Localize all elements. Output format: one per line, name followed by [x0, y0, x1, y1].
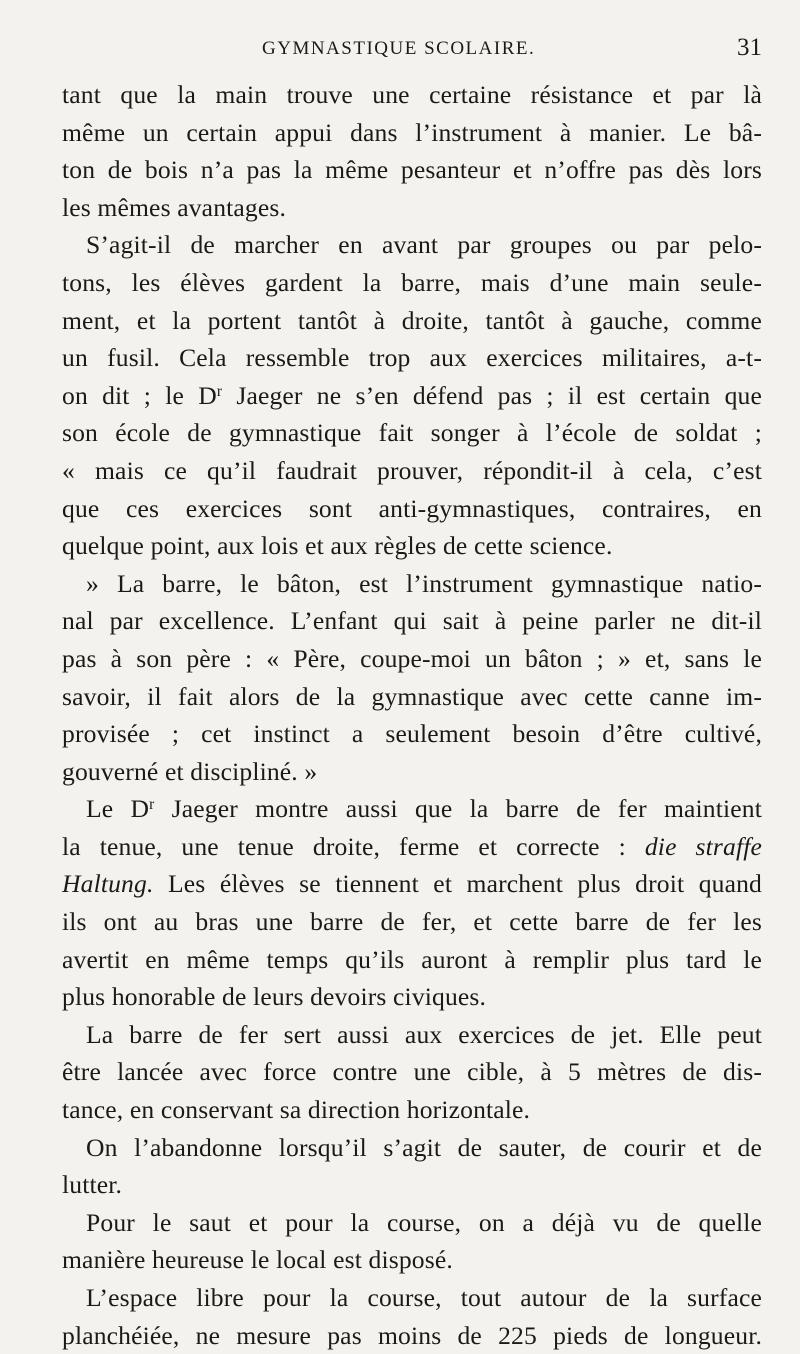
text-segment: Jaeger ne s’en défend pas ; il est certain que — [222, 380, 762, 410]
text-line — [62, 790, 762, 828]
text-line — [62, 828, 762, 866]
text-line: ils ont au bras une barre de fer, et cette barre de fer les — [62, 907, 762, 937]
body-text — [62, 76, 762, 1354]
text-line: Pour le saut et pour la course, on a déjà vu de quelle — [86, 1207, 762, 1237]
text-segment: Le D — [86, 794, 150, 824]
bleed-through-text — [120, 200, 126, 227]
text-line: lutter. — [62, 1170, 123, 1200]
text-line: manière heureuse le local est disposé. — [62, 1245, 453, 1275]
text-line: plus honorable de leurs devoirs civiques. — [62, 982, 487, 1012]
text-line: L’espace libre pour la course, tout autour de la surface — [86, 1283, 762, 1312]
text-segment: Les élèves se tiennent et marchent plus droit quand — [153, 869, 762, 899]
text-line: que ces exercices sont anti-gymnastiques, contraires, en — [62, 493, 762, 523]
superscript: r — [216, 382, 223, 400]
text-line: tance, en conservant sa direction horizontale. — [62, 1095, 531, 1125]
text-line: avertit en même temps qu’ils auront à remplir plus tard le — [62, 944, 762, 974]
italic-text: Haltung. — [62, 869, 154, 899]
text-line: S’agit-il de marcher en avant par groupes ou par pelo- — [86, 230, 762, 260]
text-line: pas à son père : « Père, coupe-moi un bâton ; » et, sans le — [62, 643, 762, 673]
text-line: gouverné et discipliné. » — [62, 756, 318, 786]
text-line: nal par excellence. L’enfant qui sait à peine parler ne dit-il — [62, 606, 762, 636]
text-line: La barre de fer sert aussi aux exercices de jet. Elle peut — [86, 1019, 762, 1049]
text-line: « mais ce qu’il faudrait prouver, répondit-il à cela, c’est — [62, 455, 762, 485]
text-segment: la tenue, une tenue droite, ferme et correcte : — [62, 831, 645, 861]
italic-text: die straffe — [644, 831, 762, 861]
superscript: r — [149, 796, 155, 814]
text-line: tant que la main trouve une certaine résistance et par là — [62, 80, 762, 109]
text-line: un fusil. Cela ressemble trop aux exercices militaires, a-t- — [62, 343, 762, 373]
text-line: les mêmes avantages. — [62, 192, 287, 222]
text-line: être lancée avec force contre une cible, à 5 mètres de dis- — [62, 1057, 762, 1087]
text-line — [62, 865, 762, 903]
text-line: quelque point, aux lois et aux règles de cette science. — [62, 531, 613, 561]
text-segment: Jaeger montre aussi que la barre de fer maintient — [154, 794, 762, 824]
text-line: On l’abandonne lorsqu’il s’agit de sauter, de courir et de — [86, 1132, 762, 1162]
text-segment: on dit ; le D — [62, 380, 217, 410]
text-line: » La barre, le bâton, est l’instrument gymnastique natio- — [86, 568, 762, 598]
text-line: savoir, il fait alors de la gymnastique avec cette canne im- — [62, 681, 762, 711]
running-head: GYMNASTIQUE SCOLAIRE. — [262, 38, 536, 59]
text-line: tons, les élèves gardent la barre, mais d’une main seule- — [62, 267, 762, 297]
page-header — [62, 36, 762, 76]
text-line — [62, 377, 762, 415]
text-line: planchéiée, ne mesure pas moins de 225 pieds de longueur. — [62, 1320, 762, 1350]
text-line: même un certain appui dans l’instrument à manier. Le bâ- — [62, 117, 762, 147]
text-line: son école de gymnastique fait songer à l’école de soldat ; — [62, 418, 762, 448]
text-line: ment, et la portent tantôt à droite, tantôt à gauche, comme — [62, 305, 762, 335]
text-line: ton de bois n’a pas la même pesanteur et n’offre pas dès lors — [62, 155, 762, 185]
page-number: 31 — [737, 34, 762, 61]
text-line: provisée ; cet instinct a seulement besoin d’être cultivé, — [62, 719, 762, 749]
